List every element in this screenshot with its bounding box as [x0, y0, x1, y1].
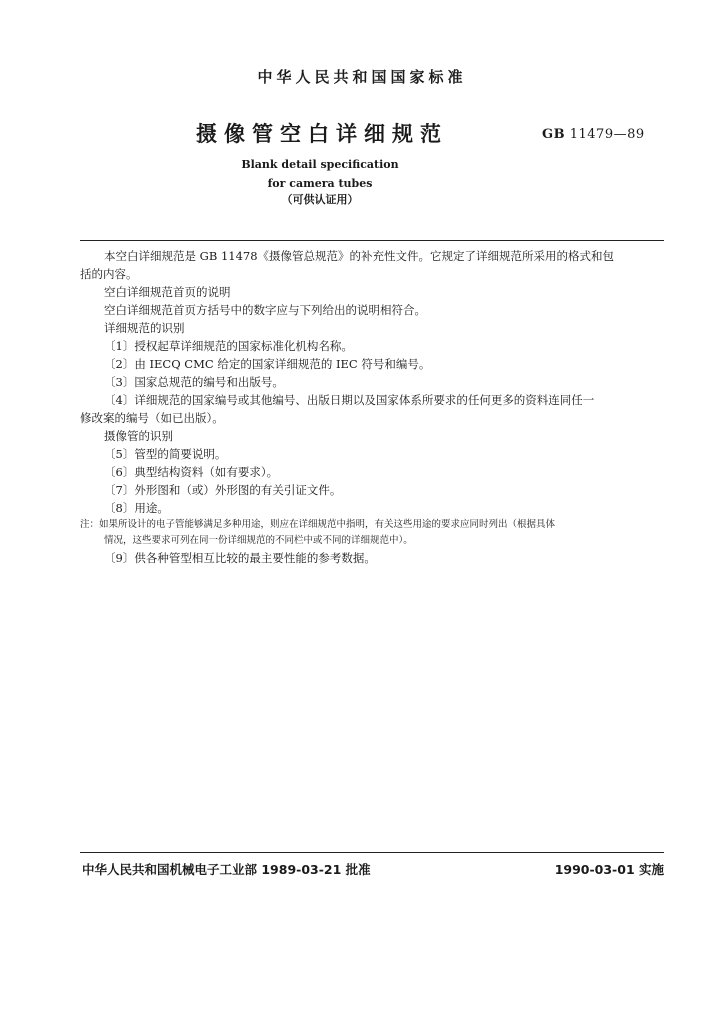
list-item-4-line2: 修改案的编号（如已出版）。: [80, 411, 224, 425]
list-item-8: 〔8〕用途。: [104, 501, 169, 515]
list-item-2: 〔2〕由 IECQ CMC 给定的国家详细规范的 IEC 符号和编号。: [104, 357, 431, 371]
first-page-description: 空白详细规范首页方括号中的数字应与下列给出的说明相符合。: [104, 303, 426, 317]
section-heading-first-page: 空白详细规范首页的说明: [104, 285, 231, 299]
list-item-5: 〔5〕管型的简要说明。: [104, 447, 227, 461]
intro-line1: 本空白详细规范是 GB 11478《摄像管总规范》的补充性文件。它规定了详细规范所采用的格式和包: [104, 249, 615, 263]
standard-code: 11479—89: [569, 127, 645, 142]
english-title-line1: Blank detail specification: [241, 158, 399, 171]
list-item-7: 〔7〕外形图和（或）外形图的有关引证文件。: [104, 483, 342, 497]
list-item-3: 〔3〕国家总规范的编号和出版号。: [104, 375, 284, 389]
standard-body-header: 中华人民共和国国家标准: [257, 68, 467, 86]
english-title-line2: for camera tubes: [267, 177, 373, 190]
list-item-6: 〔6〕典型结构资料（如有要求）。: [104, 465, 279, 479]
section-heading-tube: 摄像管的识别: [104, 429, 173, 443]
implementation-date: 1990-03-01 实施: [554, 862, 664, 877]
document-body: [80, 247, 664, 567]
document-title: 摄像管空白详细规范: [196, 122, 448, 146]
list-item-9: 〔9〕供各种管型相互比较的最主要性能的参考数据。: [104, 551, 376, 565]
standard-number: [542, 127, 645, 142]
approval-line: 中华人民共和国机械电子工业部 1989-03-21 批准: [82, 862, 371, 877]
note: [80, 517, 664, 549]
title-subtitle: （可供认证用）: [281, 193, 359, 206]
note-line1: 注：如果所设计的电子管能够满足多种用途，则应在详细规范中指明，有关这些用途的要求应同时列出（根据具体: [80, 519, 556, 530]
top-divider: [80, 240, 664, 241]
list-item-1: 〔1〕授权起草详细规范的国家标准化机构名称。: [104, 339, 353, 353]
bottom-divider: [80, 852, 664, 853]
intro-line2: 括的内容。: [80, 267, 138, 281]
section-heading-identification: 详细规范的识别: [104, 321, 185, 335]
list-item-4-line1: 〔4〕详细规范的国家编号或其他编号、出版日期以及国家体系所要求的任何更多的资料连同任一: [104, 393, 595, 407]
note-line2: 情况，这些要求可列在同一份详细规范的不同栏中或不同的详细规范中）。: [104, 535, 413, 546]
standard-prefix: GB: [542, 127, 566, 142]
